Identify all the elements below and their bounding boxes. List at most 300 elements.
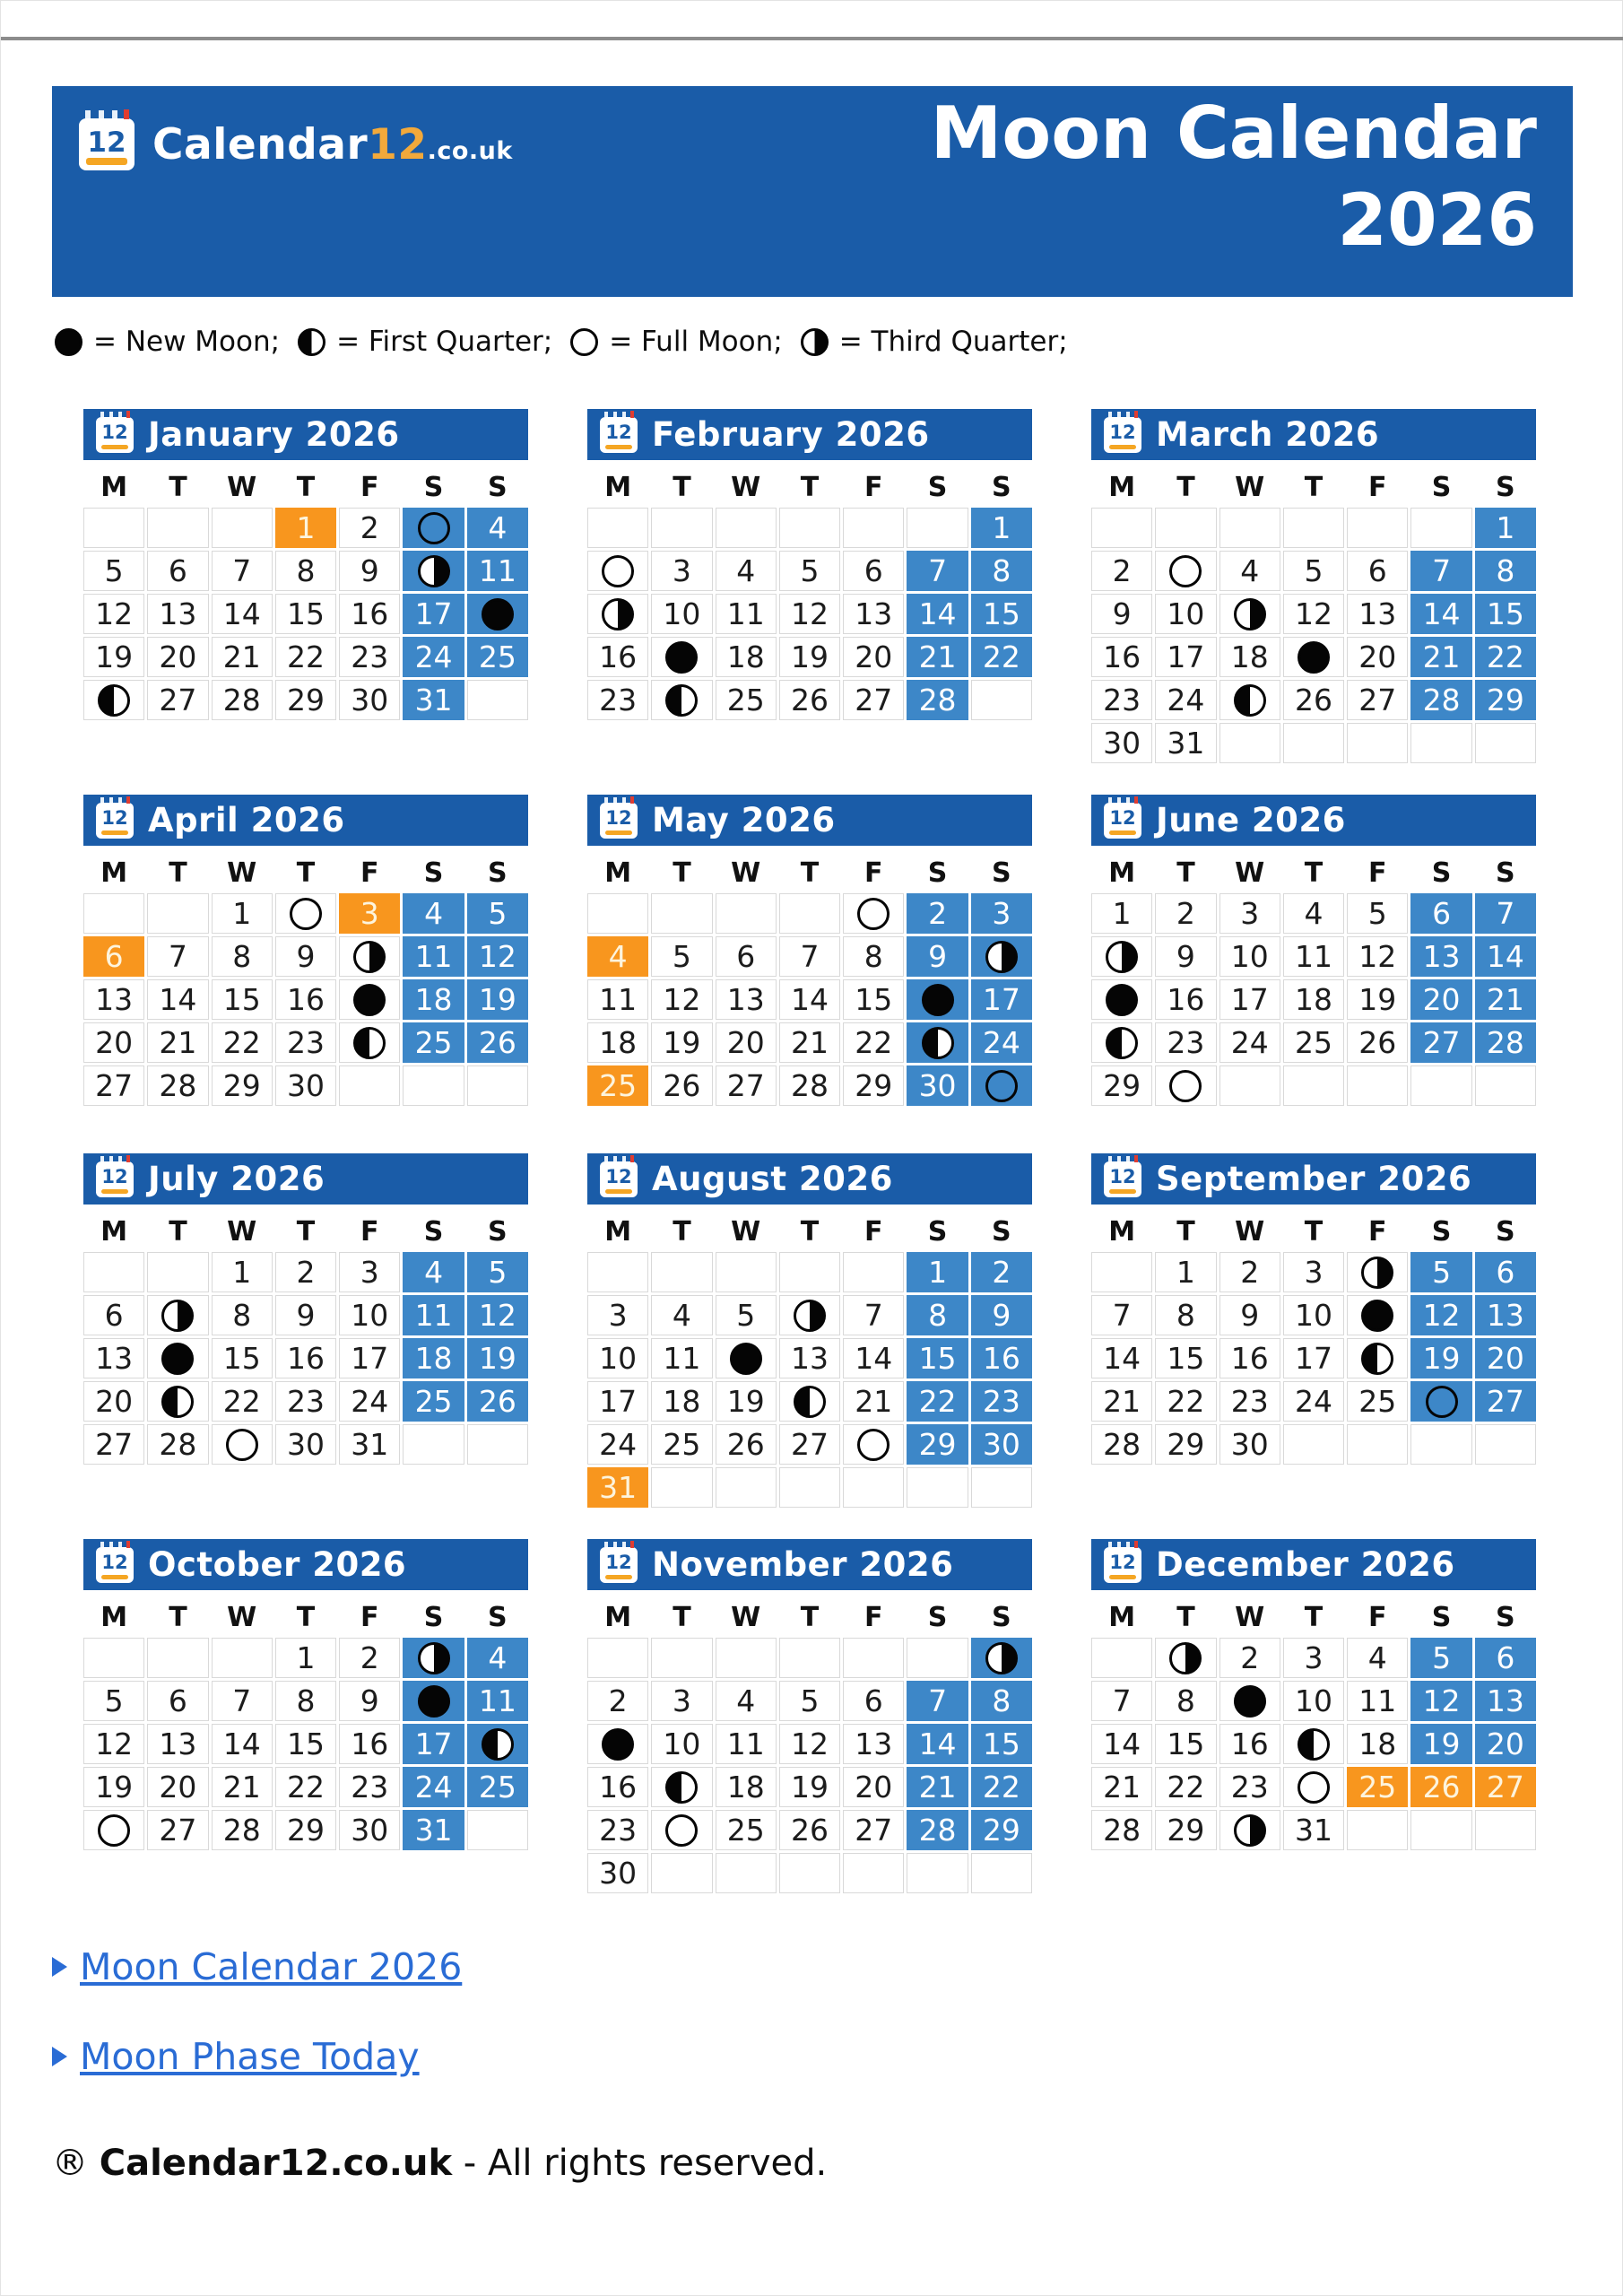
day-cell: 20 [147, 1767, 208, 1807]
day-cell: 22 [275, 637, 336, 677]
empty-cell [1219, 1065, 1280, 1106]
weekend-day-cell: 14 [907, 594, 968, 634]
weekend-day-cell: 9 [907, 936, 968, 977]
days-grid [587, 1638, 1032, 1893]
weekday-row [1091, 466, 1536, 508]
empty-cell [212, 508, 273, 548]
calendar-icon-number: 12 [87, 126, 126, 159]
day-cell: 27 [147, 1810, 208, 1850]
day-cell: 26 [716, 1424, 777, 1465]
month-title: November 2026 [652, 1545, 954, 1584]
weekend-day-cell: 5 [467, 1252, 528, 1292]
day-cell: 10 [651, 594, 712, 634]
day-cell: 22 [843, 1022, 904, 1063]
weekday-row [1091, 1596, 1536, 1638]
third-moon-icon [1169, 1642, 1202, 1674]
weekday-label: T [1304, 1601, 1324, 1633]
day-cell: 19 [779, 1767, 840, 1807]
calendar-icon-ticks [1108, 412, 1133, 417]
weekday-label: T [800, 471, 820, 503]
first-moon-icon [161, 1386, 194, 1418]
calendar-icon-ticks [100, 1156, 125, 1161]
weekend-day-cell: 13 [1475, 1295, 1536, 1335]
calendar-icon-red-tick [630, 1155, 634, 1162]
empty-cell [843, 508, 904, 548]
empty-cell [147, 1638, 208, 1678]
weekend-day-cell: 27 [1410, 1022, 1471, 1063]
day-cell: 27 [843, 680, 904, 720]
day-cell: 29 [1155, 1424, 1216, 1465]
weekday-label: S [992, 471, 1011, 503]
window-top-border [1, 37, 1623, 40]
empty-cell [1410, 723, 1471, 763]
month-header [587, 795, 1032, 846]
calendar-icon-ticks [1108, 1542, 1133, 1547]
month-august [587, 1153, 1032, 1508]
weekend-day-cell: 20 [1475, 1724, 1536, 1764]
day-cell: 5 [83, 1681, 144, 1721]
day-cell: 21 [779, 1022, 840, 1063]
empty-cell [1347, 1810, 1408, 1850]
first-moon-icon [353, 1027, 386, 1059]
day-cell: 9 [1155, 936, 1216, 977]
moon-cell-third [1155, 1638, 1216, 1678]
link-moon-calendar-2026[interactable] [52, 1945, 462, 1988]
moon-cell-third [587, 594, 648, 634]
empty-cell [651, 508, 712, 548]
day-cell: 8 [1155, 1295, 1216, 1335]
empty-cell [716, 1467, 777, 1508]
day-cell: 19 [779, 637, 840, 677]
weekend-day-cell: 7 [1475, 893, 1536, 934]
weekday-label: F [360, 857, 379, 889]
empty-cell [907, 508, 968, 548]
day-cell: 2 [587, 1681, 648, 1721]
day-cell: 17 [587, 1381, 648, 1422]
empty-cell [651, 893, 712, 934]
weekday-label: W [731, 857, 761, 889]
calendar-icon-ticks [100, 1542, 125, 1547]
new-moon-icon [665, 641, 698, 674]
weekend-day-cell: 15 [971, 594, 1032, 634]
day-cell: 27 [716, 1065, 777, 1106]
day-cell: 22 [1155, 1381, 1216, 1422]
month-may [587, 795, 1032, 1106]
empty-cell [1283, 723, 1344, 763]
day-cell: 21 [1091, 1767, 1152, 1807]
weekday-label: S [992, 1601, 1011, 1633]
weekend-day-cell: 30 [971, 1424, 1032, 1465]
weekend-day-cell: 3 [971, 893, 1032, 934]
empty-cell [716, 1853, 777, 1893]
day-cell: 12 [83, 594, 144, 634]
weekend-day-cell: 19 [1410, 1338, 1471, 1378]
day-cell: 10 [587, 1338, 648, 1378]
day-cell: 26 [779, 1810, 840, 1850]
day-cell: 29 [1155, 1810, 1216, 1850]
weekend-day-cell: 24 [403, 1767, 464, 1807]
empty-cell [147, 1252, 208, 1292]
day-cell: 30 [275, 1424, 336, 1465]
empty-cell [403, 1424, 464, 1465]
empty-cell [1475, 723, 1536, 763]
weekend-day-cell: 25 [467, 1767, 528, 1807]
weekday-label: S [423, 1215, 444, 1248]
month-january [83, 409, 528, 720]
day-cell: 28 [147, 1424, 208, 1465]
empty-cell [779, 1638, 840, 1678]
full-moon-icon [1298, 1771, 1330, 1804]
first-moon-icon [665, 1771, 698, 1804]
days-grid [83, 1252, 528, 1465]
month-title: August 2026 [652, 1160, 893, 1198]
weekday-label: S [423, 857, 444, 889]
day-cell: 19 [716, 1381, 777, 1422]
empty-cell [467, 1424, 528, 1465]
day-cell: 2 [339, 508, 400, 548]
weekend-day-cell: 2 [971, 1252, 1032, 1292]
moon-cell-first [1283, 1724, 1344, 1764]
calendar-icon [600, 417, 638, 453]
moon-cell-new [1091, 979, 1152, 1020]
calendar-icon-red-tick [126, 796, 130, 804]
calendar-icon-ticks [604, 412, 629, 417]
legend-label: = First Quarter; [336, 326, 553, 358]
day-cell: 20 [1347, 637, 1408, 677]
weekday-label: T [1304, 857, 1324, 889]
day-cell: 5 [651, 936, 712, 977]
weekday-label: S [927, 857, 948, 889]
day-cell: 1 [275, 1638, 336, 1678]
moon-cell-full [843, 893, 904, 934]
new-moon-icon [353, 984, 386, 1016]
calendar-icon [1104, 803, 1141, 839]
moon-cell-new [1347, 1295, 1408, 1335]
calendar-icon [600, 1547, 638, 1583]
day-cell: 16 [1219, 1338, 1280, 1378]
day-cell: 26 [779, 680, 840, 720]
weekend-day-cell: 4 [467, 508, 528, 548]
day-cell: 31 [339, 1424, 400, 1465]
day-cell: 12 [779, 1724, 840, 1764]
day-cell: 26 [1283, 680, 1344, 720]
weekday-label: T [1176, 1601, 1195, 1633]
day-cell: 28 [212, 1810, 273, 1850]
day-cell: 20 [843, 637, 904, 677]
weekday-label: T [169, 857, 187, 889]
day-cell: 19 [651, 1022, 712, 1063]
day-cell: 15 [212, 979, 273, 1020]
day-cell: 16 [1155, 979, 1216, 1020]
day-cell: 2 [1219, 1638, 1280, 1678]
calendar-icon [600, 803, 638, 839]
day-cell: 11 [716, 594, 777, 634]
moon-cell-new [1283, 637, 1344, 677]
full-moon-icon [665, 1814, 698, 1847]
empty-cell [843, 1853, 904, 1893]
weekend-day-cell: 8 [971, 551, 1032, 591]
day-cell: 12 [1347, 936, 1408, 977]
day-cell: 20 [83, 1022, 144, 1063]
day-cell: 8 [1155, 1681, 1216, 1721]
day-cell: 8 [275, 1681, 336, 1721]
link-moon-phase-today[interactable] [52, 2035, 462, 2078]
weekend-day-cell: 21 [907, 1767, 968, 1807]
weekday-label: S [1431, 1215, 1452, 1248]
month-header [587, 1539, 1032, 1590]
month-header [1091, 1539, 1536, 1590]
empty-cell [843, 1467, 904, 1508]
weekend-day-cell: 13 [1475, 1681, 1536, 1721]
weekend-day-cell: 5 [1410, 1252, 1471, 1292]
moon-cell-third [403, 1638, 464, 1678]
holiday-day-cell: 4 [587, 936, 648, 977]
empty-cell [83, 1638, 144, 1678]
month-title: September 2026 [1156, 1160, 1472, 1198]
month-header [587, 409, 1032, 460]
day-cell: 2 [339, 1638, 400, 1678]
calendar-icon-number: 12 [101, 422, 128, 443]
weekday-label: M [1108, 1601, 1136, 1633]
weekday-label: S [927, 1601, 948, 1633]
weekend-day-cell: 21 [1475, 979, 1536, 1020]
new-moon-icon [482, 598, 514, 631]
first-moon-icon [1234, 684, 1266, 717]
weekday-label: M [604, 1215, 632, 1248]
empty-cell [1155, 508, 1216, 548]
day-cell: 11 [651, 1338, 712, 1378]
weekday-label: M [604, 471, 632, 503]
weekend-day-cell: 14 [907, 1724, 968, 1764]
month-title: February 2026 [652, 415, 930, 454]
day-cell: 16 [1091, 637, 1152, 677]
days-grid [83, 1638, 528, 1850]
calendar-icon-red-tick [630, 411, 634, 418]
weekend-day-cell: 28 [1410, 680, 1471, 720]
weekend-day-cell: 22 [971, 1767, 1032, 1807]
empty-cell [467, 1065, 528, 1106]
empty-cell [779, 1252, 840, 1292]
moon-cell-new [1219, 1681, 1280, 1721]
weekday-label: S [992, 1215, 1011, 1248]
day-cell: 18 [716, 1767, 777, 1807]
copyright-rest: - All rights reserved. [452, 2143, 828, 2184]
day-cell: 28 [147, 1065, 208, 1106]
calendar-logo-icon [79, 118, 135, 170]
weekday-label: S [488, 471, 508, 503]
full-moon-icon [98, 1814, 130, 1847]
weekday-label: S [1496, 1601, 1515, 1633]
weekday-label: F [1368, 1215, 1387, 1248]
day-cell: 19 [83, 637, 144, 677]
new-moon-icon [922, 984, 954, 1016]
day-cell: 14 [843, 1338, 904, 1378]
days-grid [1091, 893, 1536, 1106]
days-grid [587, 508, 1032, 720]
days-grid [1091, 1638, 1536, 1850]
day-cell: 5 [779, 551, 840, 591]
day-cell: 22 [1155, 1767, 1216, 1807]
day-cell: 20 [83, 1381, 144, 1422]
days-grid [1091, 508, 1536, 763]
day-cell: 5 [83, 551, 144, 591]
weekday-label: T [296, 471, 316, 503]
empty-cell [1283, 1424, 1344, 1465]
weekend-day-cell: 30 [907, 1065, 968, 1106]
day-cell: 28 [212, 680, 273, 720]
empty-cell [1347, 1424, 1408, 1465]
calendar-icon-ticks [1108, 797, 1133, 803]
day-cell: 24 [1283, 1381, 1344, 1422]
empty-cell [716, 1252, 777, 1292]
day-cell: 3 [1219, 893, 1280, 934]
weekend-day-cell: 21 [907, 637, 968, 677]
weekday-label: T [673, 857, 691, 889]
empty-cell [907, 1638, 968, 1678]
day-cell: 23 [587, 680, 648, 720]
day-cell: 18 [1283, 979, 1344, 1020]
full-moon-icon [226, 1429, 258, 1461]
empty-cell [971, 680, 1032, 720]
day-cell: 25 [716, 1810, 777, 1850]
day-cell: 13 [843, 594, 904, 634]
holiday-day-cell: 26 [1410, 1767, 1471, 1807]
month-february [587, 409, 1032, 720]
weekend-day-cell: 17 [971, 979, 1032, 1020]
moon-cell-third [779, 1295, 840, 1335]
day-cell: 21 [212, 637, 273, 677]
calendar-icon-number: 12 [101, 1552, 128, 1573]
empty-cell [467, 680, 528, 720]
day-cell: 10 [1219, 936, 1280, 977]
brand-calendar: Calendar [152, 119, 369, 170]
weekday-label: T [169, 1215, 187, 1248]
weekend-day-cell: 7 [907, 1681, 968, 1721]
day-cell: 27 [147, 680, 208, 720]
day-cell: 24 [1155, 680, 1216, 720]
calendar-icon [1104, 1547, 1141, 1583]
day-cell: 18 [1219, 637, 1280, 677]
full-moon-icon [1426, 1386, 1458, 1418]
weekend-day-cell: 18 [403, 1338, 464, 1378]
weekday-label: M [604, 1601, 632, 1633]
weekday-label: T [1304, 1215, 1324, 1248]
moon-cell-new [403, 1681, 464, 1721]
brand-wordmark [152, 120, 513, 170]
empty-cell [843, 1252, 904, 1292]
day-cell: 23 [275, 1381, 336, 1422]
holiday-day-cell: 25 [1347, 1767, 1408, 1807]
day-cell: 24 [1219, 1022, 1280, 1063]
day-cell: 4 [716, 1681, 777, 1721]
full-moon-icon [1169, 1070, 1202, 1102]
empty-cell [1347, 508, 1408, 548]
weekend-day-cell: 17 [403, 594, 464, 634]
day-cell: 10 [651, 1724, 712, 1764]
day-cell: 19 [1347, 979, 1408, 1020]
weekend-day-cell: 17 [403, 1724, 464, 1764]
weekend-day-cell: 28 [907, 680, 968, 720]
day-cell: 28 [1091, 1424, 1152, 1465]
empty-cell [1347, 723, 1408, 763]
full-moon-icon [1169, 555, 1202, 587]
day-cell: 20 [843, 1767, 904, 1807]
day-cell: 30 [587, 1853, 648, 1893]
weekend-day-cell: 15 [1475, 594, 1536, 634]
day-cell: 7 [147, 936, 208, 977]
day-cell: 11 [587, 979, 648, 1020]
weekday-label: T [673, 1215, 691, 1248]
empty-cell [587, 893, 648, 934]
legend-item-first-moon [298, 326, 552, 358]
weekend-day-cell: 28 [907, 1810, 968, 1850]
day-cell: 4 [1347, 1638, 1408, 1678]
empty-cell [83, 893, 144, 934]
day-cell: 29 [275, 680, 336, 720]
day-cell: 16 [339, 1724, 400, 1764]
weekend-day-cell: 25 [403, 1022, 464, 1063]
weekday-label: F [1368, 1601, 1387, 1633]
moon-cell-third [1219, 594, 1280, 634]
day-cell: 6 [843, 1681, 904, 1721]
calendar-icon-ticks [1108, 1156, 1133, 1161]
day-cell: 4 [1283, 893, 1344, 934]
day-cell: 21 [212, 1767, 273, 1807]
weekend-day-cell: 27 [1475, 1381, 1536, 1422]
weekend-day-cell: 12 [1410, 1681, 1471, 1721]
weekday-label: W [227, 1215, 257, 1248]
weekend-day-cell: 11 [403, 1295, 464, 1335]
moon-cell-third [339, 936, 400, 977]
moon-cell-first [1347, 1338, 1408, 1378]
day-cell: 30 [1091, 723, 1152, 763]
day-cell: 16 [339, 594, 400, 634]
day-cell: 7 [212, 1681, 273, 1721]
day-cell: 14 [779, 979, 840, 1020]
calendar-icon-red-tick [630, 1541, 634, 1548]
weekend-day-cell: 8 [1475, 551, 1536, 591]
empty-cell [403, 1065, 464, 1106]
weekend-day-cell: 5 [1410, 1638, 1471, 1678]
month-september [1091, 1153, 1536, 1465]
moon-phase-legend [55, 326, 1086, 358]
weekend-day-cell: 21 [1410, 637, 1471, 677]
weekday-label: F [864, 857, 883, 889]
empty-cell [907, 1467, 968, 1508]
site-logo-link[interactable] [79, 118, 513, 170]
arrow-icon [52, 1957, 67, 1977]
weekday-label: F [1368, 471, 1387, 503]
calendar-icon-ticks [100, 412, 125, 417]
day-cell: 7 [1091, 1295, 1152, 1335]
moon-cell-third [1219, 1810, 1280, 1850]
first-moon-icon [1298, 1728, 1330, 1761]
third-moon-icon [353, 941, 386, 973]
calendar-icon-red-tick [124, 109, 129, 119]
weekday-label: S [927, 471, 948, 503]
weekday-row [587, 852, 1032, 893]
day-cell: 1 [212, 1252, 273, 1292]
moon-cell-third [971, 1638, 1032, 1678]
empty-cell [1410, 508, 1471, 548]
day-cell: 23 [339, 637, 400, 677]
moon-cell-first [651, 1767, 712, 1807]
weekend-day-cell: 22 [1475, 637, 1536, 677]
day-cell: 16 [587, 637, 648, 677]
holiday-day-cell: 6 [83, 936, 144, 977]
day-cell: 14 [212, 594, 273, 634]
weekday-label: W [1235, 857, 1265, 889]
